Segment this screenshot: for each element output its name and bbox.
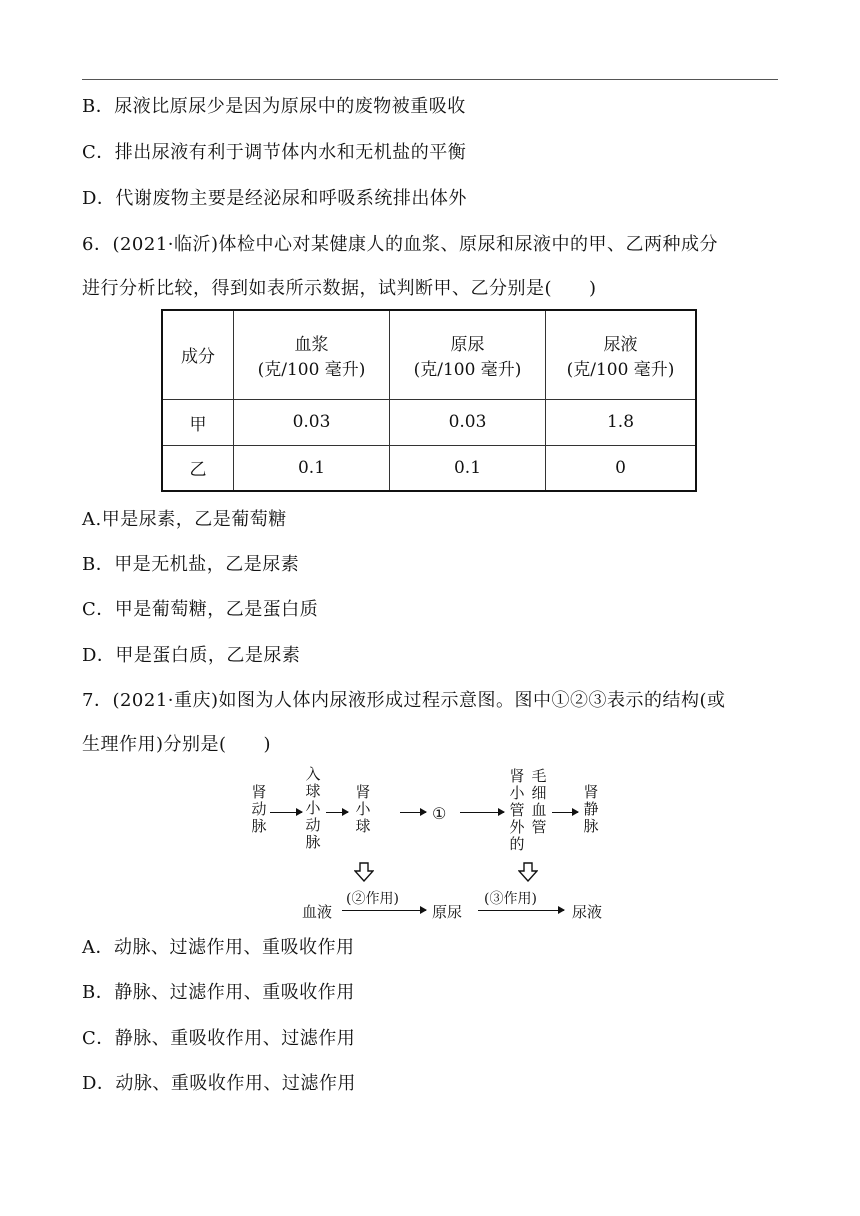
q7-stem-line2: 生理作用)分别是( ) [82, 734, 272, 755]
row-label: 甲 [162, 399, 234, 445]
hollow-arrow-down-icon [518, 862, 538, 882]
label-urine: 尿液 [572, 903, 603, 921]
table-cell: 0.03 [234, 399, 390, 445]
label-capillaries-a: 肾 小 管 外 的 [509, 767, 525, 853]
table-cell: 0.1 [234, 445, 390, 491]
arrow-right-icon [552, 812, 578, 813]
label-renal-artery: 肾 动 脉 [251, 783, 267, 835]
arrow-right-icon [460, 812, 504, 813]
label-blood: 血液 [302, 903, 333, 921]
table-row [162, 445, 696, 491]
label-glomerulus: 肾 小 球 [355, 783, 371, 835]
col-unit: (克/100 毫升) [257, 359, 366, 380]
col-name: 尿液 [603, 334, 638, 355]
q6-stem-line2: 进行分析比较，得到如表所示数据，试判断甲、乙分别是( ) [82, 278, 597, 299]
label-renal-vein: 肾 静 脉 [583, 783, 599, 835]
table-cell: 1.8 [546, 399, 697, 445]
table-col-plasma [234, 310, 390, 399]
col-name: 血浆 [294, 334, 329, 355]
table-cell: 0.1 [390, 445, 546, 491]
arrow-right-icon [326, 812, 348, 813]
q6-option-a: A.甲是尿素，乙是葡萄糖 [82, 509, 287, 530]
table-cell: 0 [546, 445, 697, 491]
arrow-right-icon [478, 910, 564, 911]
q7-option-d: D．动脉、重吸收作用、过滤作用 [82, 1073, 356, 1094]
arrow-right-icon [400, 812, 426, 813]
q5-option-c: C．排出尿液有利于调节体内水和无机盐的平衡 [82, 142, 467, 163]
table-header-row [162, 310, 696, 399]
q7-option-a: A．动脉、过滤作用、重吸收作用 [82, 937, 355, 958]
table-row [162, 399, 696, 445]
urine-formation-diagram [250, 762, 620, 924]
q6-stem-line1: 6．(2021·临沂)体检中心对某健康人的血浆、原尿和尿液中的甲、乙两种成分 [82, 234, 719, 255]
label-capillaries-b: 毛 细 血 管 [531, 767, 547, 836]
label-afferent-arteriole: 入 球 小 动 脉 [305, 765, 321, 851]
arrow-right-icon [270, 812, 302, 813]
label-primary-urine: 原尿 [432, 903, 463, 921]
q5-option-d: D．代谢废物主要是经泌尿和呼吸系统排出体外 [82, 188, 467, 209]
col-name: 原尿 [450, 334, 485, 355]
label-circle-1: ① [432, 804, 447, 823]
q6-option-c: C．甲是葡萄糖，乙是蛋白质 [82, 599, 319, 620]
q6-option-d: D．甲是蛋白质，乙是尿素 [82, 645, 301, 666]
label-action-3: (③作用) [484, 891, 537, 907]
q6-option-b: B．甲是无机盐，乙是尿素 [82, 554, 300, 575]
q7-stem-line1: 7．(2021·重庆)如图为人体内尿液形成过程示意图。图中①②③表示的结构(或 [82, 690, 726, 711]
q7-option-c: C．静脉、重吸收作用、过滤作用 [82, 1028, 356, 1049]
table-col-urine [546, 310, 697, 399]
col-unit: (克/100 毫升) [413, 359, 522, 380]
header-rule [82, 79, 778, 80]
col-unit: (克/100 毫升) [566, 359, 675, 380]
table-corner: 成分 [162, 310, 234, 399]
arrow-right-icon [342, 910, 426, 911]
row-label: 乙 [162, 445, 234, 491]
table-cell: 0.03 [390, 399, 546, 445]
q6-data-table [161, 309, 697, 492]
q5-option-b: B．尿液比原尿少是因为原尿中的废物被重吸收 [82, 96, 466, 117]
q7-option-b: B．静脉、过滤作用、重吸收作用 [82, 982, 355, 1003]
label-action-2: (②作用) [346, 891, 399, 907]
hollow-arrow-down-icon [354, 862, 374, 882]
table-col-primary-urine [390, 310, 546, 399]
